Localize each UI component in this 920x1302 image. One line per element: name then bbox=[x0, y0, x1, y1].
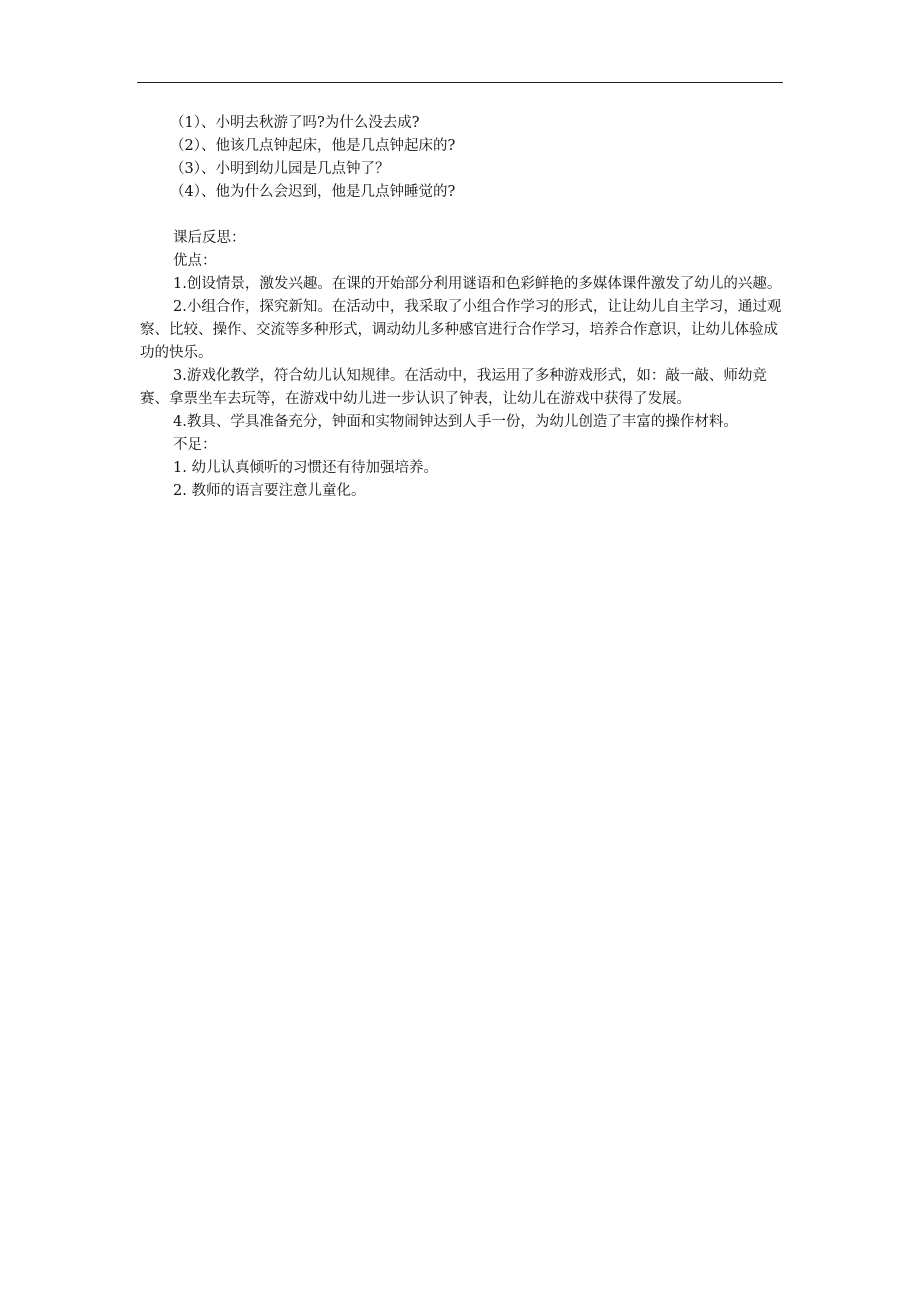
weakness-1: 1. 幼儿认真倾听的习惯还有待加强培养。 bbox=[173, 460, 438, 476]
weakness-2: 2. 教师的语言要注意儿童化。 bbox=[173, 483, 366, 499]
question-2: （2）、他该几点钟起床，他是几点钟起床的? bbox=[170, 138, 456, 154]
header-rule bbox=[137, 82, 783, 83]
strengths-label: 优点： bbox=[173, 253, 217, 269]
spacer bbox=[140, 204, 785, 227]
question-1: （1）、小明去秋游了吗?为什么没去成? bbox=[170, 115, 420, 131]
strength-3: 3.游戏化教学，符合幼儿认知规律。在活动中，我运用了多种游戏形式，如：敲一敲、师幼竞赛、拿票坐车去玩等，在游戏中幼儿进一步认识了钟表，让幼儿在游戏中获得了发展。 bbox=[140, 368, 767, 407]
strength-2: 2.小组合作，探究新知。在活动中，我采取了小组合作学习的形式，让让幼儿自主学习，通过观察、比较、操作、交流等多种形式，调动幼儿多种感官进行合作学习，培养合作意识，让幼儿体验成功的快乐。 bbox=[140, 299, 782, 361]
strength-4: 4.教具、学具准备充分，钟面和实物闹钟达到人手一份，为幼儿创造了丰富的操作材料。 bbox=[173, 414, 738, 430]
question-3: （3）、小明到幼儿园是几点钟了？ bbox=[170, 161, 390, 177]
document-body bbox=[140, 112, 785, 503]
reflection-title: 课后反思： bbox=[173, 230, 246, 246]
weaknesses-label: 不足： bbox=[173, 437, 217, 453]
question-list bbox=[140, 112, 785, 204]
question-4: （4）、他为什么会迟到，他是几点钟睡觉的? bbox=[170, 184, 456, 200]
strength-1: 1.创设情景，激发兴趣。在课的开始部分利用谜语和色彩鲜艳的多媒体课件激发了幼儿的兴趣。 bbox=[173, 276, 782, 292]
